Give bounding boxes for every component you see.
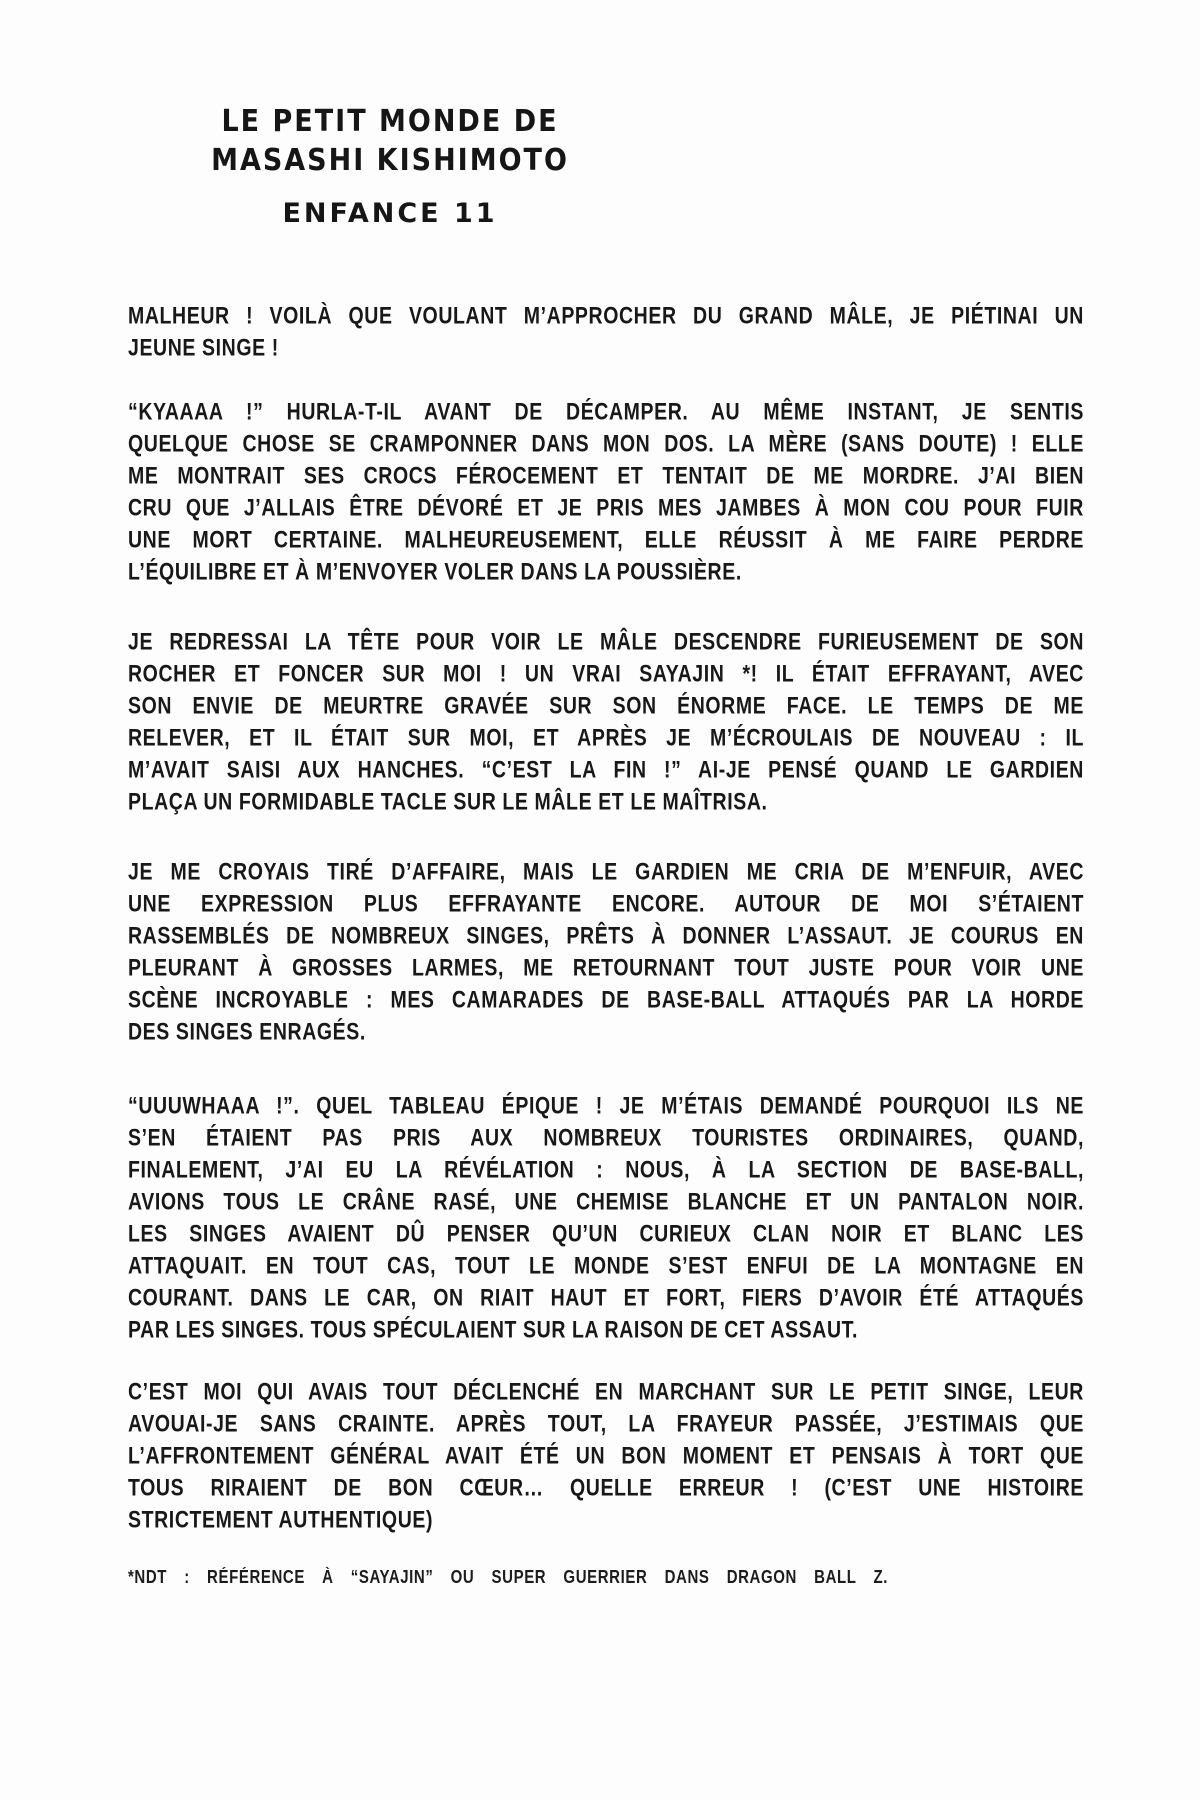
text-line: JEUNE SINGE ! — [128, 334, 279, 362]
text-line: C’EST MOI QUI AVAIS TOUT DÉCLENCHÉ EN MARCHANT SUR LE PETIT SINGE, LEUR — [128, 1378, 1084, 1406]
text-line: MALHEUR ! VOILÀ QUE VOULANT M’APPROCHER DU GRAND MÂLE, JE PIÉTINAI UN — [128, 302, 1084, 330]
page-title-line-1: LE PETIT MONDE DE — [221, 104, 559, 139]
paragraph-6 — [128, 1376, 1084, 1536]
text-line: L’AFFRONTEMENT GÉNÉRAL AVAIT ÉTÉ UN BON MOMENT ET PENSAIS À TORT QUE — [128, 1442, 1084, 1470]
text-line: UNE EXPRESSION PLUS EFFRAYANTE ENCORE. AUTOUR DE MOI S’ÉTAIENT — [128, 890, 1084, 918]
text-line: PAR LES SINGES. TOUS SPÉCULAIENT SUR LA RAISON DE CET ASSAUT. — [128, 1316, 859, 1344]
chapter-subtitle: ENFANCE 11 — [282, 198, 498, 229]
paragraph-2 — [128, 396, 1084, 588]
text-line: “KYAAAA !” HURLA-T-IL AVANT DE DÉCAMPER. AU MÊME INSTANT, JE SENTIS — [128, 398, 1084, 426]
text-line: ME MONTRAIT SES CROCS FÉROCEMENT ET TENTAIT DE ME MORDRE. J’AI BIEN — [128, 462, 1084, 490]
text-line: SON ENVIE DE MEURTRE GRAVÉE SUR SON ÉNORME FACE. LE TEMPS DE ME — [128, 692, 1084, 720]
text-line: “UUUWHAAA !”. QUEL TABLEAU ÉPIQUE ! JE M’ÉTAIS DEMANDÉ POURQUOI ILS NE — [128, 1092, 1084, 1120]
text-line: ROCHER ET FONCER SUR MOI ! UN VRAI SAYAJIN *! IL ÉTAIT EFFRAYANT, AVEC — [128, 660, 1084, 688]
text-line: STRICTEMENT AUTHENTIQUE) — [128, 1506, 434, 1534]
text-line: JE REDRESSAI LA TÊTE POUR VOIR LE MÂLE DESCENDRE FURIEUSEMENT DE SON — [128, 628, 1084, 656]
translator-footnote: *NDT : RÉFÉRENCE À “SAYAJIN” OU SUPER GUERRIER DANS DRAGON BALL Z. — [128, 1567, 888, 1588]
text-line: L’ÉQUILIBRE ET À M’ENVOYER VOLER DANS LA POUSSIÈRE. — [128, 558, 742, 586]
paragraph-1 — [128, 300, 1084, 364]
text-line: PLAÇA UN FORMIDABLE TACLE SUR LE MÂLE ET LE MAÎTRISA. — [128, 788, 768, 816]
text-line: TOUS RIRAIENT DE BON CŒUR… QUELLE ERREUR ! (C’EST UNE HISTOIRE — [128, 1474, 1084, 1502]
text-line: QUELQUE CHOSE SE CRAMPONNER DANS MON DOS. LA MÈRE (SANS DOUTE) ! ELLE — [128, 430, 1084, 458]
text-line: DES SINGES ENRAGÉS. — [128, 1018, 366, 1046]
paragraph-3 — [128, 626, 1084, 818]
text-line: JE ME CROYAIS TIRÉ D’AFFAIRE, MAIS LE GARDIEN ME CRIA DE M’ENFUIR, AVEC — [128, 858, 1084, 886]
text-line: SCÈNE INCROYABLE : MES CAMARADES DE BASE-BALL ATTAQUÉS PAR LA HORDE — [128, 986, 1084, 1014]
text-line: AVIONS TOUS LE CRÂNE RASÉ, UNE CHEMISE BLANCHE ET UN PANTALON NOIR. — [128, 1188, 1084, 1216]
text-line: RASSEMBLÉS DE NOMBREUX SINGES, PRÊTS À DONNER L’ASSAUT. JE COURUS EN — [128, 922, 1084, 950]
paragraph-5 — [128, 1090, 1084, 1346]
text-line: ATTAQUAIT. EN TOUT CAS, TOUT LE MONDE S’EST ENFUI DE LA MONTAGNE EN — [128, 1252, 1084, 1280]
text-line: M’AVAIT SAISI AUX HANCHES. “C’EST LA FIN !” AI-JE PENSÉ QUAND LE GARDIEN — [128, 756, 1084, 784]
text-line: COURANT. DANS LE CAR, ON RIAIT HAUT ET FORT, FIERS D’AVOIR ÉTÉ ATTAQUÉS — [128, 1284, 1084, 1312]
page-title-line-2: MASASHI KISHIMOTO — [211, 143, 569, 178]
paragraph-4 — [128, 856, 1084, 1048]
text-line: RELEVER, ET IL ÉTAIT SUR MOI, ET APRÈS JE M’ÉCROULAIS DE NOUVEAU : IL — [128, 724, 1084, 752]
text-line: UNE MORT CERTAINE. MALHEUREUSEMENT, ELLE RÉUSSIT À ME FAIRE PERDRE — [128, 526, 1084, 554]
text-line: S’EN ÉTAIENT PAS PRIS AUX NOMBREUX TOURISTES ORDINAIRES, QUAND, — [128, 1124, 1084, 1152]
text-line: CRU QUE J’ALLAIS ÊTRE DÉVORÉ ET JE PRIS MES JAMBES À MON COU POUR FUIR — [128, 494, 1084, 522]
text-line: LES SINGES AVAIENT DÛ PENSER QU’UN CURIEUX CLAN NOIR ET BLANC LES — [128, 1220, 1084, 1248]
text-line: PLEURANT À GROSSES LARMES, ME RETOURNANT TOUT JUSTE POUR VOIR UNE — [128, 954, 1084, 982]
text-line: FINALEMENT, J’AI EU LA RÉVÉLATION : NOUS, À LA SECTION DE BASE-BALL, — [128, 1156, 1084, 1184]
text-line: AVOUAI-JE SANS CRAINTE. APRÈS TOUT, LA FRAYEUR PASSÉE, J’ESTIMAIS QUE — [128, 1410, 1084, 1438]
